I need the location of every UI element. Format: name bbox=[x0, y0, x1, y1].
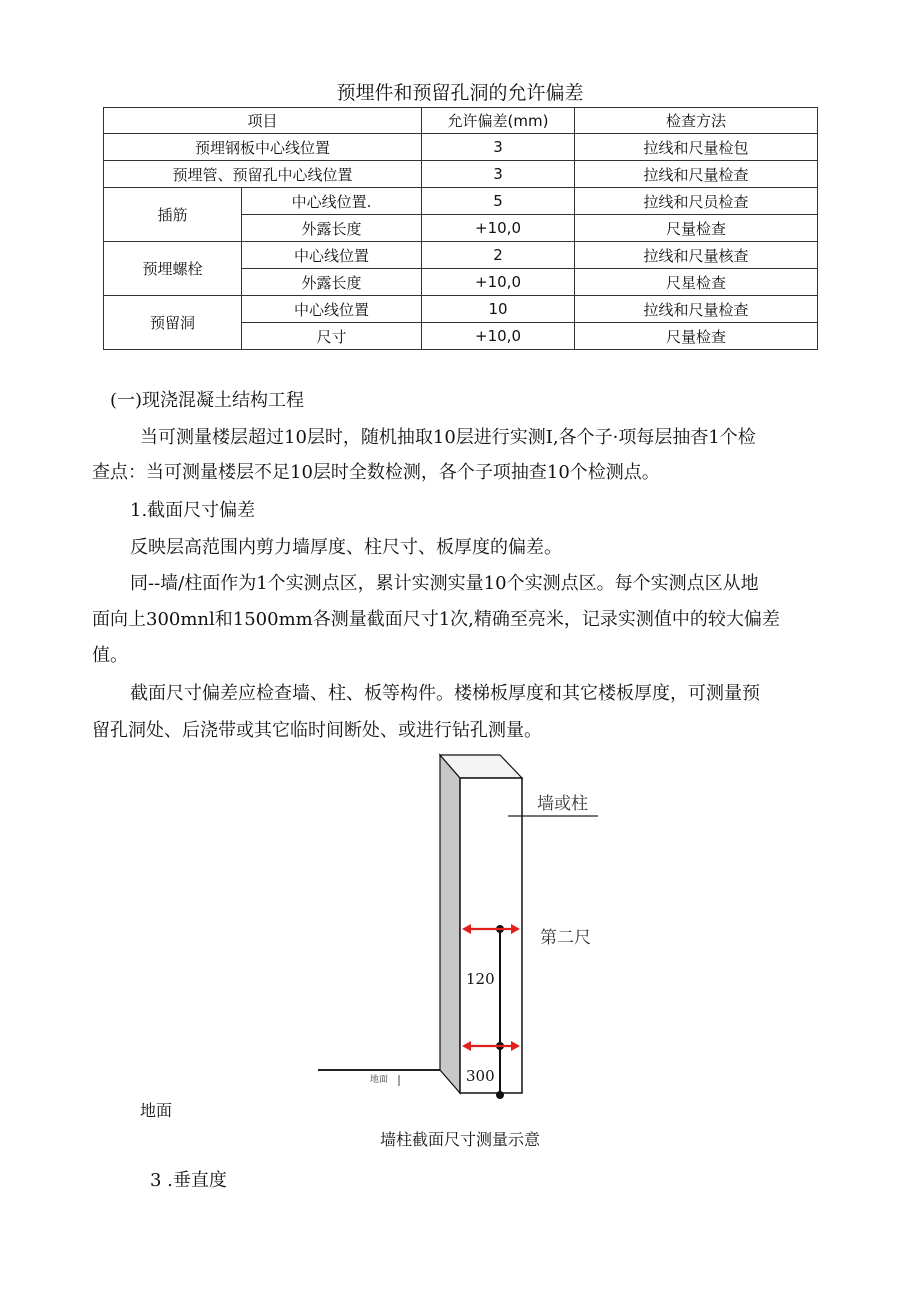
tolerance-table bbox=[103, 107, 818, 350]
cell-method: 拉线和尺员检查 bbox=[575, 188, 818, 215]
cell-sub-item: 中心线位置. bbox=[242, 188, 422, 215]
paragraph-line: 值。 bbox=[92, 645, 128, 666]
cell-sub-item: 外露长度 bbox=[242, 269, 422, 296]
cell-tolerance: +10,0 bbox=[422, 269, 575, 296]
cell-method: 拉线和尺量检查 bbox=[575, 161, 818, 188]
cell-group: 插筋 bbox=[104, 188, 242, 242]
dimension-lower: 300 bbox=[466, 1067, 495, 1085]
cell-tolerance: 10 bbox=[422, 296, 575, 323]
cell-method: 拉线和尺量检查 bbox=[575, 296, 818, 323]
table-row bbox=[104, 134, 818, 161]
paragraph-line: 截面尺寸偏差应检查墙、柱、板等构件。楼梯板厚度和其它楼板厚度，可测量预 bbox=[130, 683, 760, 704]
ground-small-label: 地面 bbox=[370, 1075, 389, 1085]
header-item: 项目 bbox=[104, 108, 422, 134]
table-title: 预埋件和预留孔洞的允许偏差 bbox=[336, 82, 584, 104]
cell-tolerance: 5 bbox=[422, 188, 575, 215]
dimension-upper: 120 bbox=[466, 970, 495, 988]
cell-item: 预埋管、预留孔中心线位置 bbox=[104, 161, 422, 188]
cell-item: 预埋钢板中心线位置 bbox=[104, 134, 422, 161]
cell-method: 尺星检查 bbox=[575, 269, 818, 296]
cell-group: 预埋螺栓 bbox=[104, 242, 242, 296]
table-row bbox=[104, 188, 818, 215]
cell-tolerance: 2 bbox=[422, 242, 575, 269]
cell-method: 拉线和尺量核查 bbox=[575, 242, 818, 269]
cell-method: 尺量检查 bbox=[575, 215, 818, 242]
cell-sub-item: 外露长度 bbox=[242, 215, 422, 242]
cell-group: 预留洞 bbox=[104, 296, 242, 350]
wall-label: 墙或柱 bbox=[537, 794, 588, 814]
figure-caption: 墙柱截面尺寸测量示意 bbox=[379, 1130, 540, 1149]
paragraph-line: 查点：当可测量楼层不足10层时全数检测，各个子项抽查10个检测点。 bbox=[92, 462, 660, 483]
cell-tolerance: 3 bbox=[422, 161, 575, 188]
cell-sub-item: 中心线位置 bbox=[242, 296, 422, 323]
header-tolerance: 允许偏差(mm) bbox=[422, 108, 575, 134]
column-side-face bbox=[440, 755, 460, 1093]
cell-method: 尺量检查 bbox=[575, 323, 818, 350]
table-row bbox=[104, 296, 818, 323]
paragraph-line: 反映层高范围内剪力墙厚度、柱尺寸、板厚度的偏差。 bbox=[130, 537, 562, 558]
cell-tolerance: +10,0 bbox=[422, 215, 575, 242]
table-header-row bbox=[104, 108, 818, 134]
paragraph-line: 面向上300mnl和1500mm各测量截面尺寸1次,精确至亮米，记录实测值中的较大偏差 bbox=[92, 609, 780, 630]
ground-label: 地面 bbox=[140, 1101, 173, 1120]
section-heading: (一)现浇混凝土结构工程 bbox=[110, 390, 305, 411]
ruler-label: 第二尺 bbox=[540, 928, 591, 948]
header-method: 检查方法 bbox=[575, 108, 818, 134]
paragraph-line: 留孔洞处、后浇带或其它临时间断处、或进行钻孔测量。 bbox=[92, 720, 542, 741]
table-row bbox=[104, 242, 818, 269]
table-row bbox=[104, 161, 818, 188]
cell-tolerance: +10,0 bbox=[422, 323, 575, 350]
measure-point bbox=[496, 1091, 504, 1099]
sub-heading: 3 .垂直度 bbox=[150, 1170, 227, 1191]
paragraph-line: 当可测量楼层超过10层时，随机抽取10层进行实测I,各个子·项每层抽杳1个检 bbox=[140, 427, 756, 448]
cell-tolerance: 3 bbox=[422, 134, 575, 161]
cell-sub-item: 中心线位置 bbox=[242, 242, 422, 269]
paragraph-line: 同--墙/柱面作为1个实测点区，累计实测实量10个实测点区。每个实测点区从地 bbox=[130, 573, 759, 594]
cell-sub-item: 尺寸 bbox=[242, 323, 422, 350]
sub-heading: 1.截面尺寸偏差 bbox=[130, 500, 256, 521]
cell-method: 拉线和尺量检包 bbox=[575, 134, 818, 161]
wall-column-diagram bbox=[300, 745, 620, 1105]
